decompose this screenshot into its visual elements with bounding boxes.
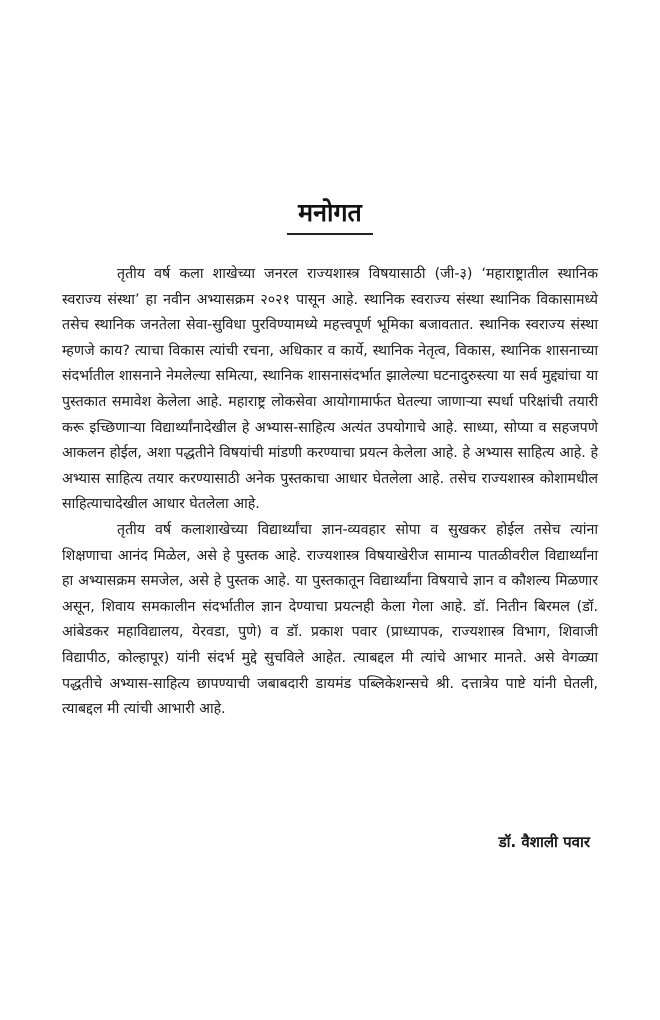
document-page [62,0,598,1020]
author-signature: डॉ. वैशाली पवार [498,833,590,851]
paragraph-1: तृतीय वर्ष कला शाखेच्या जनरल राज्यशास्त्र विषयासाठी (जी-३) ‘महाराष्ट्रातील स्थानिक स्वराज्य संस्था’ हा नवीन अभ्यासक्रम २०२१ पासून आहे. स्थानिक स्वराज्य संस्था स्थानिक विकासामध्ये तसेच स्थानिक जनतेला सेवा-सुविधा पुरविण्यामध्ये महत्त्वपूर्ण भूमिका बजावतात. स्थानिक स्वराज्य संस्था म्हणजे काय? त्याचा विकास त्यांची रचना, अधिकार व कार्ये, स्थानिक नेतृत्व, विकास, स्थानिक शासनाच्या संदर्भातील शासनाने नेमलेल्या समित्या, स्थानिक शासनासंदर्भात झालेल्या घटनादुरुस्त्या या सर्व मुद्द्यांचा या पुस्तकात समावेश केलेला आहे. महाराष्ट्र लोकसेवा आयोगामार्फत घेतल्या जाणाऱ्या स्पर्धा परिक्षांची तयारी करू इच्छिणाऱ्या विद्यार्थ्यांनादेखील हे अभ्यास-साहित्य अत्यंत उपयोगाचे आहे. साध्या, सोप्या व सहजपणे आकलन होईल, अशा पद्धतीने विषयांची मांडणी करण्याचा प्रयत्न केलेला आहे. हे अभ्यास साहित्य आहे. हे अभ्यास साहित्य तयार करण्यासाठी अनेक पुस्तकाचा आधार घेतलेला आहे. तसेच राज्यशास्त्र कोशामधील साहित्याचादेखील आधार घेतलेला आहे. [62,266,598,513]
paragraph-2: तृतीय वर्ष कलाशाखेच्या विद्यार्थ्यांचा ज्ञान-व्यवहार सोपा व सुखकर होईल तसेच त्यांना शिक्षणाचा आनंद मिळेल, असे हे पुस्तक आहे. राज्यशास्त्र विषयाखेरीज सामान्य पातळीवरील विद्यार्थ्यांना हा अभ्यासक्रम समजेल, असे हे पुस्तक आहे. या पुस्तकातून विद्यार्थ्यांना विषयाचे ज्ञान व कौशल्य मिळणार असून, शिवाय समकालीन संदर्भातील ज्ञान देण्याचा प्रयत्नही केला गेला आहे. डॉ. नितीन बिरमल (डॉ. आंबेडकर महाविद्यालय, येरवडा, पुणे) व डॉ. प्रकाश पवार (प्राध्यापक, राज्यशास्त्र विभाग, शिवाजी विद्यापीठ, कोल्हापूर) यांनी संदर्भ मुद्दे सुचविले आहेत. त्याबद्दल मी त्यांचे आभार मानते. असे वेगळ्या पद्धतीचे अभ्यास-साहित्य छापण्याची जबाबदारी डायमंड पब्लिकेशन्सचे श्री. दत्तात्रेय पाष्टे यांनी घेतली, त्याबद्दल मी त्यांची आभारी आहे. [62,521,598,718]
page-title: मनोगत [298,198,362,227]
preface-body [62,262,598,723]
title-underline [287,233,373,235]
